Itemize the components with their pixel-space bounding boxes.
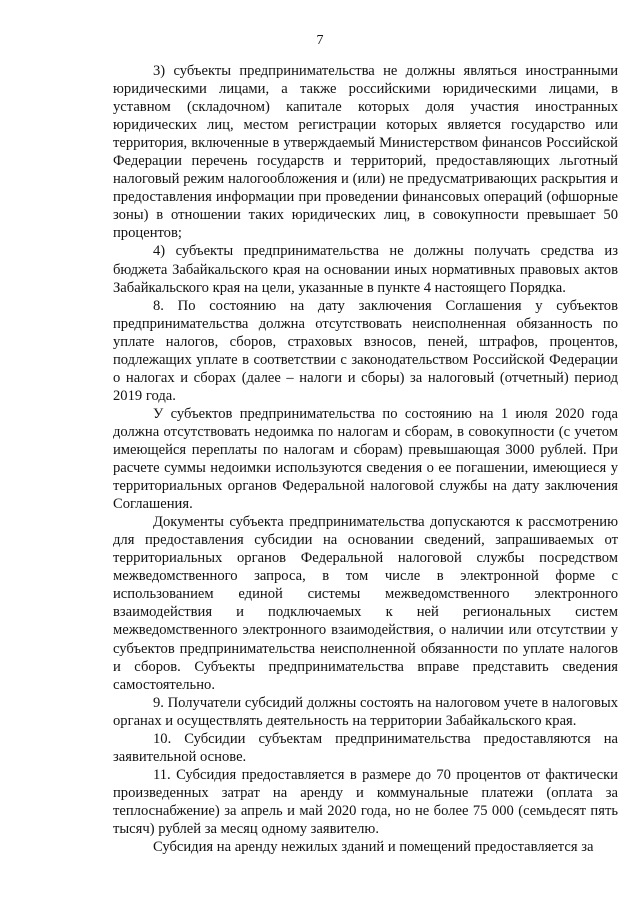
document-body xyxy=(113,62,618,856)
paragraph-8-tax-obligations: 8. По состоянию на дату заключения Соглашения у субъектов предпринимательства должна отсутствовать неисполненная обязанность по уплате налогов, сборов, страховых взносов, пеней, штрафов, процентов, подлежащих уплате в соответствии с законодательством Российской Федерации о налогах и сборах (далее – налоги и сборы) за налоговый (отчетный) период 2019 года. xyxy=(113,297,618,404)
page-number: 7 xyxy=(316,33,324,48)
paragraph-4-budget-funds: 4) субъекты предпринимательства не должны получать средства из бюджета Забайкальского края на основании иных нормативных правовых актов Забайкальского края на цели, указанные в пункте 4 настоящего Порядка. xyxy=(113,243,618,296)
paragraph-3-foreign-entities: 3) субъекты предпринимательства не должны являться иностранными юридическими лицами, а также российскими юридическими лицами, в уставном (складочном) капитале которых доля участия иностранных юридических лиц, местом регистрации которых является государство или территория, включенные в утверждаемый Министерством финансов Российской Федерации перечень государств и территорий, предоставляющих льготный налоговый режим налогообложения и (или) не предусматривающих раскрытия и предоставления информации при проведении финансовых операций (офшорные зоны) в отношении таких юридических лиц, в совокупности превышает 50 процентов; xyxy=(113,63,618,242)
paragraph-9-tax-registration: 9. Получатели субсидий должны состоять на налоговом учете в налоговых органах и осуществлять деятельность на территории Забайкальского края. xyxy=(113,694,618,729)
paragraph-11-subsidy-amount: 11. Субсидия предоставляется в размере до 70 процентов от фактически произведенных затрат на аренду и коммунальные платежи (оплата за теплоснабжение) за апрель и май 2020 года, но не более 75 000 (семьдесят пять тысяч) рублей за месяц одному заявителю. xyxy=(113,766,618,837)
paragraph-10-application-basis: 10. Субсидии субъектам предпринимательства предоставляются на заявительной основе. xyxy=(113,730,618,765)
paragraph-tax-arrears: У субъектов предпринимательства по состоянию на 1 июля 2020 года должна отсутствовать недоимка по налогам и сборам, в совокупности (с учетом имеющейся переплаты по налогам и сборам) превышающая 3000 рублей. При расчете суммы недоимки используются сведения о ее погашении, имеющиеся у территориальных органов Федеральной налоговой службы на дату заключения Соглашения. xyxy=(113,405,618,513)
paragraph-documents: Документы субъекта предпринимательства допускаются к рассмотрению для предоставления субсидии на основании сведений, запрашиваемых от территориальных органов Федеральной налоговой службы посредством межведомственного запроса, в том числе в электронной форме с использованием единой системы межведомственного электронного взаимодействия и подключаемых к ней региональных систем межведомственного электронного взаимодействия, о наличии или отсутствии у субъектов предпринимательства неисполненной обязанности по уплате налогов и сборов. Субъекты предпринимательства вправе представить сведения самостоятельно. xyxy=(113,514,618,693)
paragraph-rent-subsidy: Субсидия на аренду нежилых зданий и помещений предоставляется за xyxy=(153,839,594,856)
